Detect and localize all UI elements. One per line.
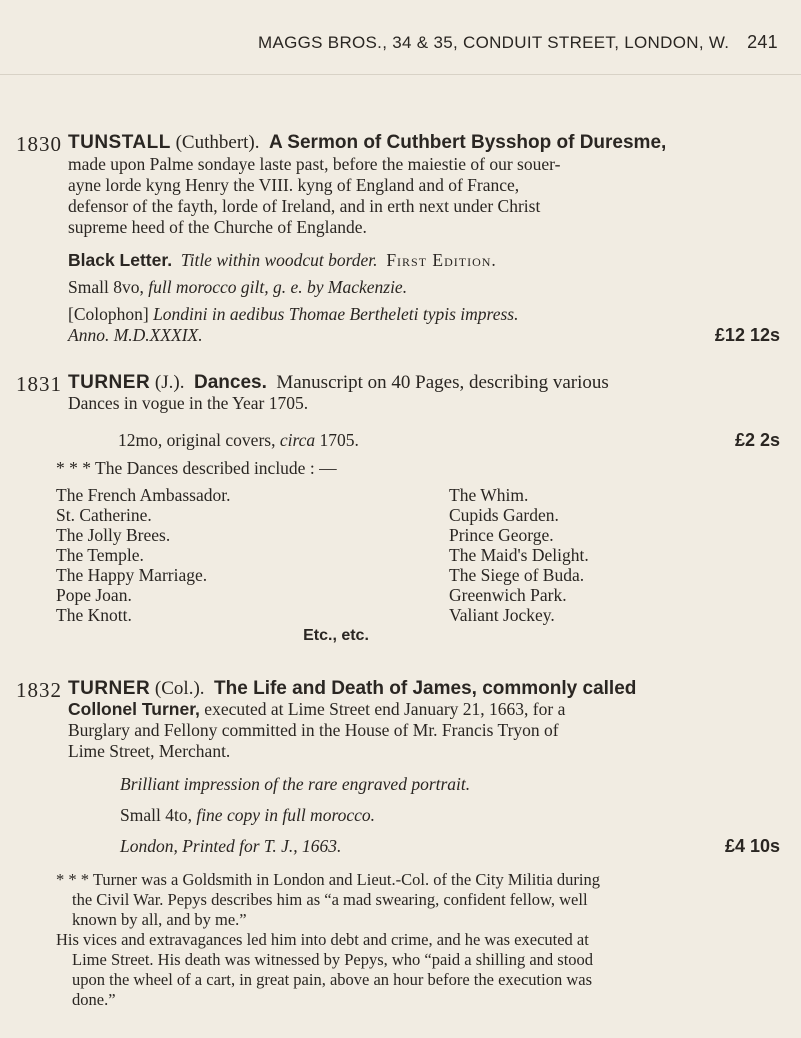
- format: Small 4to,: [120, 805, 192, 825]
- desc-line: defensor of the fayth, lorde of Ireland, and in erth next under Christ: [68, 196, 541, 216]
- dance-note: * * * The Dances described include : —: [56, 458, 337, 478]
- dance-item: Prince George.: [449, 525, 554, 545]
- lot-description: [68, 372, 780, 451]
- lot-author-detail: (J.).: [154, 372, 185, 393]
- lot-author-detail: (Col.).: [154, 678, 205, 699]
- lot-price: £4 10s: [724, 836, 780, 856]
- lot-price: £12 12s: [714, 325, 780, 345]
- lot-number: 1831: [16, 372, 62, 396]
- lot-price: £2 2s: [734, 430, 780, 450]
- dance-item: The Happy Marriage.: [56, 565, 208, 585]
- dance-item: Valiant Jockey.: [449, 605, 555, 625]
- lot-desc: Manuscript on 40 Pages, describing various: [276, 372, 609, 393]
- lot-author-detail: (Cuthbert).: [175, 132, 260, 153]
- format: 12mo, original covers,: [118, 430, 276, 450]
- note-line: * * * Turner was a Goldsmith in London and Lieut.-Col. of the City Militia during: [56, 870, 601, 889]
- lot-desc: executed at Lime Street end January 21, 1663, for a: [204, 699, 566, 719]
- page-number: 241: [747, 32, 778, 52]
- lot-author: TURNER: [68, 372, 151, 393]
- lot-author: TURNER: [68, 678, 151, 699]
- binding: fine copy in full morocco.: [196, 805, 376, 825]
- lot-desc-cont: Dances in vogue in the Year 1705.: [68, 393, 309, 413]
- portrait-note: Brilliant impression of the rare engraved portrait.: [120, 774, 471, 794]
- colophon-text: Londini in aedibus Thomae Bertheleti typis impress.: [153, 304, 519, 324]
- dance-item: St. Catherine.: [56, 505, 152, 525]
- colophon-date: Anno. M.D.XXXIX.: [68, 325, 203, 345]
- lot-title-cont: Collonel Turner,: [68, 699, 200, 719]
- dance-item: The Jolly Brees.: [56, 525, 171, 545]
- dance-item: The Temple.: [56, 545, 144, 565]
- note-line: upon the wheel of a cart, in great pain, above an hour before the execution was: [72, 970, 592, 989]
- desc-line: made upon Palme sondaye laste past, before the maiestie of our souer-: [68, 154, 561, 174]
- lot-description: [68, 132, 780, 346]
- edition-note: First Edition.: [386, 250, 497, 270]
- header-divider: [0, 74, 801, 75]
- format-date: 1705.: [319, 430, 359, 450]
- lot-description: [68, 678, 780, 857]
- dance-item: The Whim.: [449, 485, 529, 505]
- lot-desc-cont: Burglary and Fellony committed in the House of Mr. Francis Tryon of: [68, 720, 559, 740]
- dance-item: The Maid's Delight.: [449, 545, 589, 565]
- circa: circa: [279, 430, 316, 450]
- format: Small 8vo,: [68, 277, 144, 297]
- note-line: His vices and extravagances led him into debt and crime, and he was executed at: [56, 930, 589, 949]
- note-line: the Civil War. Pepys describes him as “a mad swearing, confident fellow, well: [72, 890, 588, 909]
- note-line: done.”: [72, 990, 116, 1009]
- border-note: Title within woodcut border.: [180, 250, 378, 270]
- dance-etc: Etc., etc.: [303, 627, 369, 644]
- lot-title: The Life and Death of James, commonly called: [214, 678, 637, 699]
- lot-number: 1832: [16, 678, 62, 702]
- lot-notes: [56, 870, 784, 1010]
- lot-number: 1830: [16, 132, 62, 156]
- dance-item: Greenwich Park.: [449, 585, 567, 605]
- note-line: known by all, and by me.”: [72, 910, 247, 929]
- imprint: London, Printed for T. J., 1663.: [120, 836, 342, 856]
- page-header: [258, 32, 778, 53]
- dance-item: The Knott.: [56, 605, 132, 625]
- lot-title: A Sermon of Cuthbert Bysshop of Duresme,: [269, 132, 667, 153]
- colophon-label: [Colophon]: [68, 304, 149, 324]
- dance-list-block: [56, 458, 784, 646]
- black-letter-label: Black Letter.: [68, 250, 173, 270]
- lot-desc-cont: Lime Street, Merchant.: [68, 741, 231, 761]
- note-line: Lime Street. His death was witnessed by Pepys, who “paid a shilling and stood: [72, 950, 594, 969]
- desc-line: ayne lorde kyng Henry the VIII. kyng of England and of France,: [68, 175, 520, 195]
- desc-line: supreme heed of the Churche of Englande.: [68, 217, 367, 237]
- dance-column-left: [56, 485, 391, 625]
- dance-item: The Siege of Buda.: [449, 565, 585, 585]
- dance-item: Cupids Garden.: [449, 505, 559, 525]
- dance-list: [56, 485, 784, 625]
- header-text: MAGGS BROS., 34 & 35, CONDUIT STREET, LONDON, W.: [258, 33, 730, 52]
- dance-column-right: [391, 485, 784, 625]
- lot-title: Dances.: [193, 372, 267, 393]
- dance-item: The French Ambassador.: [56, 485, 231, 505]
- lot-author: TUNSTALL: [68, 132, 171, 153]
- dance-item: Pope Joan.: [56, 585, 132, 605]
- binding: full morocco gilt, g. e. by Mackenzie.: [148, 277, 408, 297]
